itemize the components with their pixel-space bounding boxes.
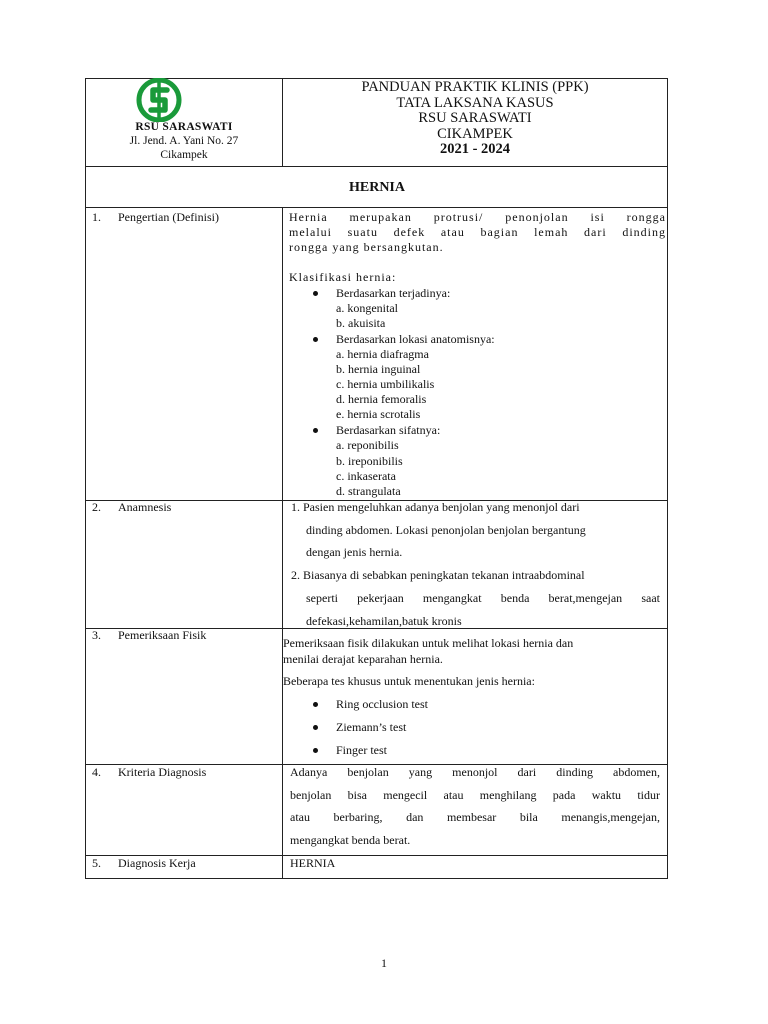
page-number: 1 — [381, 956, 387, 970]
row-number: 2. — [92, 500, 101, 514]
row-number: 5. — [92, 856, 101, 870]
classification-title: Klasifikasi hernia: — [289, 270, 397, 284]
hospital-logo — [133, 78, 185, 122]
document-title — [283, 80, 667, 158]
group-item: e. hernia scrotalis — [336, 407, 421, 421]
group-item: c. hernia umbilikalis — [336, 377, 435, 391]
group-item: b. ireponibilis — [336, 454, 403, 468]
bullet-icon — [313, 748, 318, 753]
criteria-line: atau berbaring, dan membesar bila menangis,mengejan, — [290, 810, 660, 824]
row-label: Diagnosis Kerja — [118, 856, 196, 870]
group-item: a. hernia diafragma — [336, 347, 429, 361]
bullet-icon — [313, 291, 318, 296]
group-item: b. akuisita — [336, 316, 386, 330]
row-divider — [85, 166, 668, 167]
working-diagnosis: HERNIA — [290, 856, 336, 870]
title-line: TATA LAKSANA KASUS — [396, 94, 554, 111]
group-item: d. strangulata — [336, 484, 401, 498]
row-number: 4. — [92, 765, 101, 779]
row-label: Kriteria Diagnosis — [118, 765, 207, 779]
exam-line: menilai derajat keparahan hernia. — [283, 652, 443, 666]
row-label: Pengertian (Definisi) — [118, 210, 219, 224]
title-line: PANDUAN PRAKTIK KLINIS (PPK) — [361, 79, 589, 95]
hospital-name: RSU SARASWATI — [135, 121, 233, 133]
definition-line: melalui suatu defek atau bagian lemah dari dinding — [289, 225, 666, 239]
title-line: CIKAMPEK — [437, 125, 513, 142]
group-title: Berdasarkan sifatnya: — [336, 423, 441, 437]
address-line: Jl. Jend. A. Yani No. 27 — [129, 135, 239, 147]
anamnesis-line: dengan jenis hernia. — [306, 545, 403, 559]
section-title: HERNIA — [348, 180, 405, 195]
row-label: Anamnesis — [118, 500, 172, 514]
definition-line: Hernia merupakan protrusi/ penonjolan isi rongga — [289, 210, 666, 224]
group-item: c. inkaserata — [336, 469, 396, 483]
criteria-line: benjolan bisa mengecil atau menghilang pada waktu tidur — [290, 788, 660, 802]
group-item: b. hernia inguinal — [336, 362, 421, 376]
title-line: RSU SARASWATI — [418, 110, 532, 126]
row-label: Pemeriksaan Fisik — [118, 628, 207, 642]
anamnesis-line: 2. Biasanya di sebabkan peningkatan tekanan intraabdominal — [291, 568, 585, 582]
bullet-icon — [313, 702, 318, 707]
anamnesis-line: defekasi,kehamilan,batuk kronis — [306, 614, 462, 628]
exam-line: Beberapa tes khusus untuk menentukan jenis hernia: — [283, 674, 535, 688]
group-item: d. hernia femoralis — [336, 392, 427, 406]
group-item: a. reponibilis — [336, 438, 399, 452]
row-number: 1. — [92, 210, 101, 224]
address-city: Cikampek — [160, 149, 208, 161]
exam-test: Ziemann’s test — [336, 720, 407, 734]
group-title: Berdasarkan terjadinya: — [336, 286, 451, 300]
title-year: 2021 - 2024 — [439, 141, 511, 157]
anamnesis-line: 1. Pasien mengeluhkan adanya benjolan yang menonjol dari — [291, 500, 580, 514]
definition-line: rongga yang bersangkutan. — [289, 240, 444, 254]
row-divider — [85, 207, 668, 208]
bullet-icon — [313, 428, 318, 433]
anamnesis-line: dinding abdomen. Lokasi penonjolan benjolan bergantung — [306, 523, 586, 537]
bullet-icon — [313, 337, 318, 342]
anamnesis-line: seperti pekerjaan mengangkat benda berat,mengejan saat — [306, 591, 660, 605]
column-divider — [282, 207, 283, 879]
group-title: Berdasarkan lokasi anatomisnya: — [336, 332, 495, 346]
bullet-icon — [313, 725, 318, 730]
criteria-line: Adanya benjolan yang menonjol dari dinding abdomen, — [290, 765, 660, 779]
exam-line: Pemeriksaan fisik dilakukan untuk melihat lokasi hernia dan — [283, 636, 574, 650]
exam-test: Ring occlusion test — [336, 697, 428, 711]
group-item: a. kongenital — [336, 301, 398, 315]
exam-test: Finger test — [336, 743, 387, 757]
row-number: 3. — [92, 628, 101, 642]
criteria-line: mengangkat benda berat. — [290, 833, 411, 847]
